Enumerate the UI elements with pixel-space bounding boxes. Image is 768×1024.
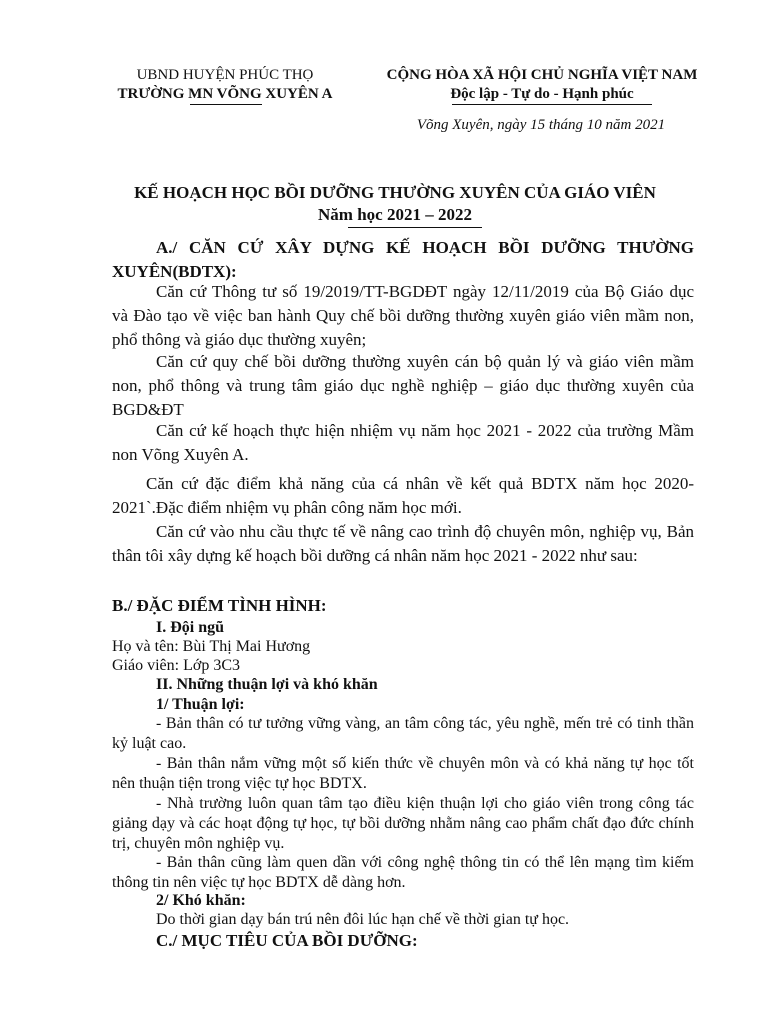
section-c-heading: C./ MỤC TIÊU CỦA BỒI DƯỠNG: xyxy=(156,931,418,950)
advantages-heading: 1/ Thuận lợi: xyxy=(156,696,245,713)
school-underline xyxy=(190,104,262,105)
section-b-heading: B./ ĐẶC ĐIỂM TÌNH HÌNH: xyxy=(112,596,327,615)
disadvantages-heading: 2/ Khó khăn: xyxy=(156,892,246,909)
school-year: Năm học 2021 – 2022 xyxy=(318,205,472,224)
paragraph: Căn cứ vào nhu cầu thực tế về nâng cao trình độ chuyên môn, nghiệp vụ, Bản thân tôi xây dựng kế hoạch bồi dưỡng cá nhân năm học 2021 - 2022 như sau: xyxy=(112,522,694,565)
country-motto: Độc lập - Tự do - Hạnh phúc xyxy=(450,86,634,102)
paragraph: Căn cứ đặc điểm khả năng của cá nhân về kết quả BDTX năm học 2020-2021`.Đặc điểm nhiệm vụ phân công năm học mới. xyxy=(112,474,694,517)
document-title: KẾ HOẠCH HỌC BỒI DƯỠNG THƯỜNG XUYÊN CỦA GIÁO VIÊN xyxy=(134,183,656,202)
teacher-name: Họ và tên: Bùi Thị Mai Hương xyxy=(112,638,311,655)
title-underline xyxy=(348,227,482,228)
motto-underline xyxy=(452,104,652,105)
advantage-item: - Nhà trường luôn quan tâm tạo điều kiện thuận lợi cho giáo viên trong công tác giảng dạy và các hoạt động tự học, tự bồi dưỡng nhằm nâng cao phẩm chất đạo đức chính trị, chuyên môn nghiệp vụ. xyxy=(112,795,694,852)
disadvantage-item: Do thời gian dạy bán trú nên đôi lúc hạn chế về thời gian tự học. xyxy=(156,911,570,928)
advantage-item: - Bản thân cũng làm quen dần với công nghệ thông tin có thể lên mạng tìm kiếm thông tin nên việc tự học BDTX dễ dàng hơn. xyxy=(112,854,694,891)
paragraph: Căn cứ Thông tư số 19/2019/TT-BGDĐT ngày 12/11/2019 của Bộ Giáo dục và Đào tạo về việc ban hành Quy chế bồi dưỡng thường xuyên giáo viên mầm non, phổ thông và giáo dục thường xuyên; xyxy=(112,282,694,349)
section-a-heading: A./ CĂN CỨ XÂY DỰNG KẾ HOẠCH BỒI DƯỠNG THƯỜNG XUYÊN(BDTX): xyxy=(112,238,694,281)
paragraph: Căn cứ quy chế bồi dưỡng thường xuyên cán bộ quản lý và giáo viên mầm non, phổ thông và trung tâm giáo dục nghề nghiệp – giáo dục thường xuyên của BGD&ĐT xyxy=(112,352,694,419)
advantage-item: - Bản thân có tư tưởng vững vàng, an tâm công tác, yêu nghề, mến trẻ có tinh thần kỷ luật cao. xyxy=(112,715,694,752)
district-name: UBND HUYỆN PHÚC THỌ xyxy=(136,67,314,83)
advantage-item: - Bản thân nắm vững một số kiến thức về chuyên môn và có khả năng tự học tốt nên thuận tiện trong việc tự học BDTX. xyxy=(112,755,694,792)
country-name: CỘNG HÒA XÃ HỘI CHỦ NGHĨA VIỆT NAM xyxy=(386,67,698,83)
staff-subheading: I. Đội ngũ xyxy=(156,619,225,636)
document-date: Võng Xuyên, ngày 15 tháng 10 năm 2021 xyxy=(416,117,666,133)
school-name: TRƯỜNG MN VÕNG XUYÊN A xyxy=(117,86,333,102)
pros-cons-subheading: II. Những thuận lợi và khó khăn xyxy=(156,676,378,693)
paragraph: Căn cứ kế hoạch thực hiện nhiệm vụ năm học 2021 - 2022 của trường Mầm non Võng Xuyên A. xyxy=(112,421,694,464)
teacher-class: Giáo viên: Lớp 3C3 xyxy=(112,657,240,674)
